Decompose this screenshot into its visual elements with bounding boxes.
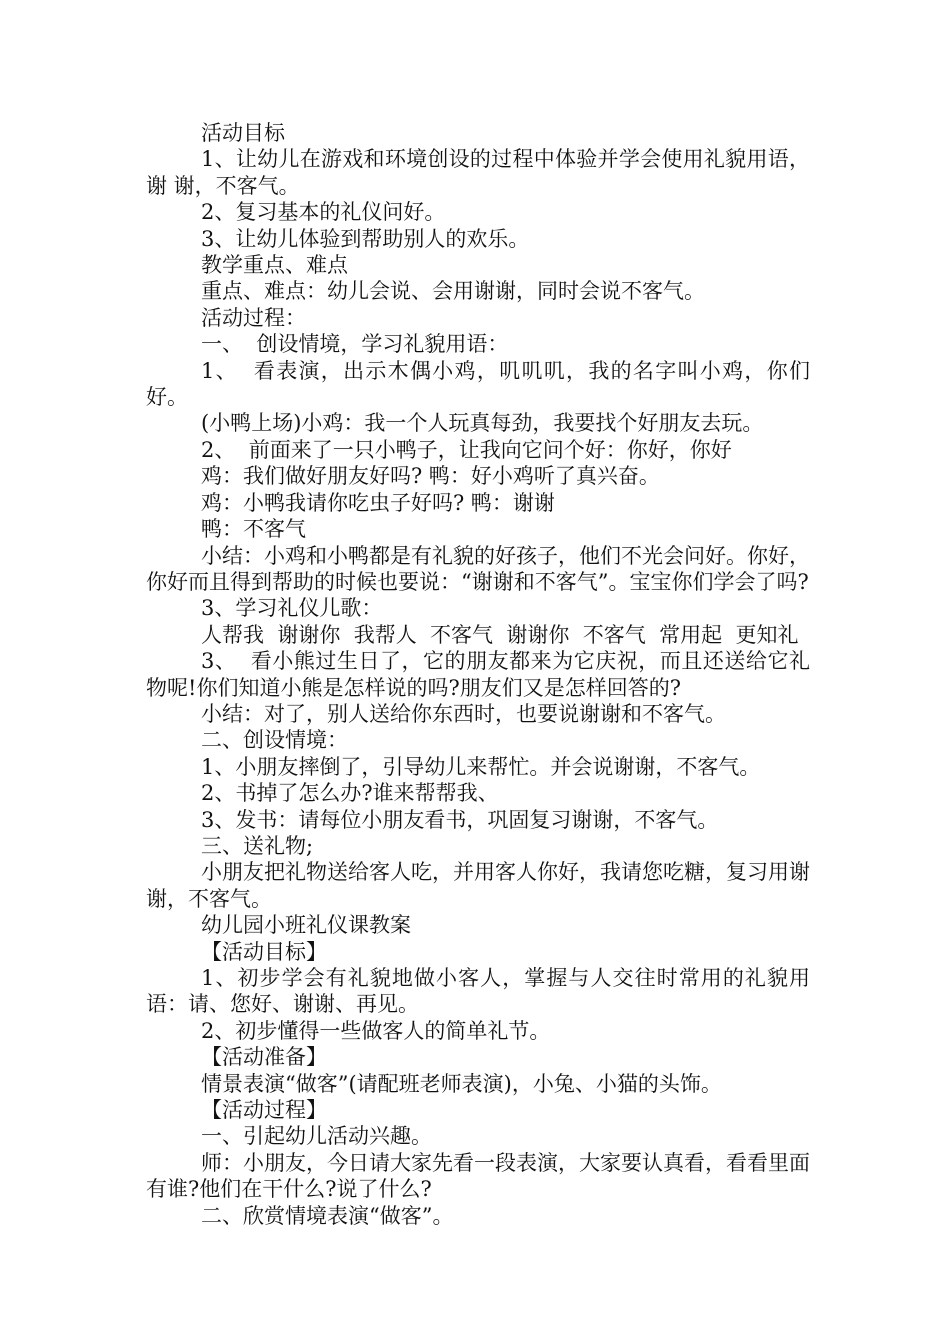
section-heading: 【活动目标】 xyxy=(201,939,327,964)
paragraph: 一、引起幼儿活动兴趣。 xyxy=(201,1124,432,1149)
paragraph: 重点、难点：幼儿会说、会用谢谢，同时会说不客气。 xyxy=(201,279,705,304)
paragraph: 2、书掉了怎么办?谁来帮帮我、 xyxy=(201,781,499,806)
paragraph: 1、 看表演，出示木偶小鸡，叽叽叽，我的名字叫小鸡，你们好。 xyxy=(146,358,810,410)
document-title: 幼儿园小班礼仪课教案 xyxy=(201,913,411,938)
paragraph: (小鸭上场)小鸡：我一个人玩真每劲，我要找个好朋友去玩。 xyxy=(201,411,764,436)
paragraph: 鸭：不客气 xyxy=(201,517,306,542)
section-heading: 【活动准备】 xyxy=(201,1045,327,1070)
paragraph: 人帮我 谢谢你 我帮人 不客气 谢谢你 不客气 常用起 更知礼 xyxy=(201,622,799,647)
paragraph: 3、学习礼仪儿歌： xyxy=(201,596,383,621)
paragraph: 3、发书：请每位小朋友看书，巩固复习谢谢，不客气。 xyxy=(201,807,719,832)
paragraph: 情景表演“做客”(请配班老师表演)，小兔、小猫的头饰。 xyxy=(201,1071,722,1096)
paragraph: 2、 前面来了一只小鸭子，让我向它问个好：你好，你好 xyxy=(201,437,732,462)
paragraph: 二、创设情境： xyxy=(201,728,348,753)
section-heading: 教学重点、难点 xyxy=(201,253,348,278)
paragraph: 2、复习基本的礼仪问好。 xyxy=(201,200,446,225)
paragraph: 1、让幼儿在游戏和环境创设的过程中体验并学会使用礼貌用语，谢 谢，不客气。 xyxy=(146,147,810,198)
section-heading: 【活动过程】 xyxy=(201,1098,327,1123)
paragraph: 1、小朋友摔倒了，引导幼儿来帮忙。并会说谢谢，不客气。 xyxy=(201,754,761,779)
paragraph: 3、 看小熊过生日了，它的朋友都来为它庆祝，而且还送给它礼物呢!你们知道小熊是怎样说的吗?朋友们又是怎样回答的? xyxy=(146,649,810,700)
paragraph: 师：小朋友，今日请大家先看一段表演，大家要认真看，看看里面有谁?他们在干什么?说了什么? xyxy=(146,1150,810,1202)
paragraph: 3、让幼儿体验到帮助别人的欢乐。 xyxy=(201,226,530,251)
paragraph: 二、欣赏情境表演“做客”。 xyxy=(201,1203,454,1228)
paragraph: 三、送礼物; xyxy=(201,833,314,858)
paragraph: 鸡：小鸭我请你吃虫子好吗? 鸭：谢谢 xyxy=(201,490,555,515)
section-heading: 活动过程： xyxy=(201,305,306,330)
section-heading: 活动目标 xyxy=(201,121,285,145)
paragraph: 小结：小鸡和小鸭都是有礼貌的好孩子，他们不光会问好。你好，你好而且得到帮助的时候也要说：“谢谢和不客气”。宝宝你们学会了吗? xyxy=(146,543,810,594)
paragraph: 2、初步懂得一些做客人的简单礼节。 xyxy=(201,1018,551,1043)
paragraph: 小朋友把礼物送给客人吃，并用客人你好，我请您吃糖，复习用谢谢，不客气。 xyxy=(146,860,810,911)
document-page xyxy=(146,120,810,1229)
paragraph: 鸡：我们做好朋友好吗? 鸭：好小鸡听了真兴奋。 xyxy=(201,464,660,489)
paragraph: 一、 创设情境，学习礼貌用语： xyxy=(201,332,509,357)
paragraph: 1、初步学会有礼貌地做小客人，掌握与人交往时常用的礼貌用语：请、您好、谢谢、再见。 xyxy=(146,966,810,1017)
paragraph: 小结：对了，别人送给你东西时，也要说谢谢和不客气。 xyxy=(201,701,726,726)
